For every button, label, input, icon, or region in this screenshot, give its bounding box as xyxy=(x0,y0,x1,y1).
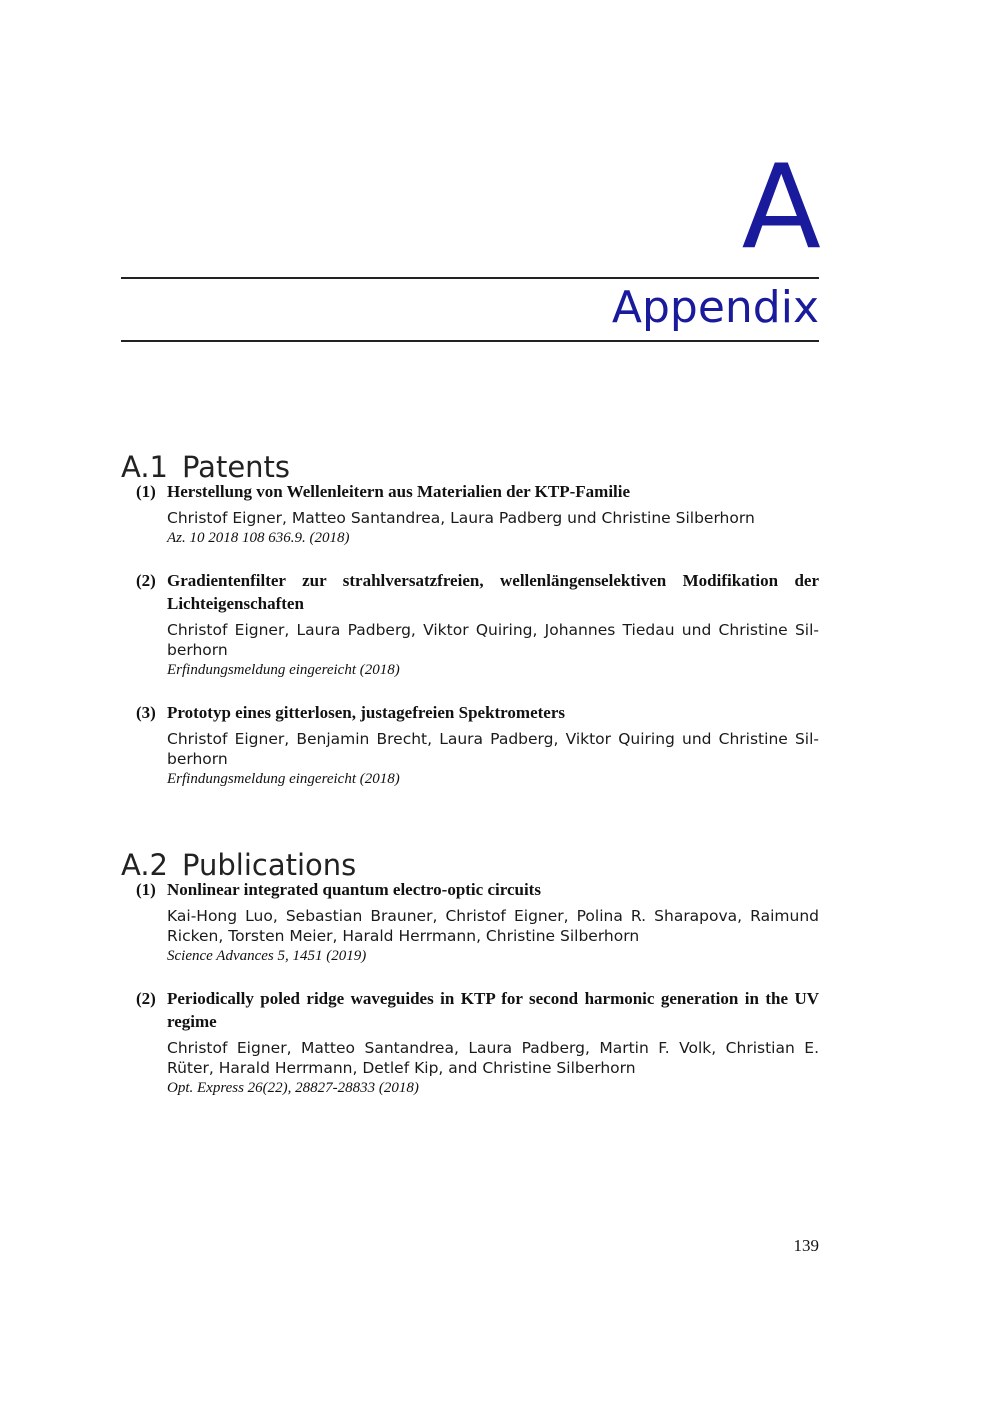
entry-source: Opt. Express 26(22), 28827-28833 (2018) xyxy=(167,1080,419,1096)
entry-title: Periodically poled ridge waveguides in KTP for second harmonic generation in the UV regime xyxy=(167,989,819,1031)
entry-title: Prototyp eines gitterlosen, justagefreien Spektrometers xyxy=(167,703,565,722)
entry-source: Science Advances 5, 1451 (2019) xyxy=(167,948,367,964)
entry-authors: Christof Eigner, Benjamin Brecht, Laura Padberg, Viktor Quiring und Christine Silberhorn xyxy=(167,730,819,768)
chapter-rule-bottom xyxy=(121,340,819,342)
entry-authors: Christof Eigner, Laura Padberg, Viktor Quiring, Johannes Tiedau und Christine Silberhorn xyxy=(167,621,819,659)
entry-number: (1) xyxy=(136,482,156,501)
section-number: A.1 xyxy=(121,450,168,485)
page xyxy=(121,0,819,1414)
entry-number: (2) xyxy=(136,571,156,590)
entry-title: Gradientenfilter zur strahlversatzfreien, wellenlängenselektiven Modifikation der Lichteigenschaften xyxy=(167,571,819,613)
patent-entry xyxy=(121,480,819,548)
section-number: A.2 xyxy=(121,848,168,883)
entry-authors: Christof Eigner, Matteo Santandrea, Laura Padberg, Martin F. Volk, Christian E. Rüter, Harald Herrmann, Detlef Kip, and Christine Silberhorn xyxy=(167,1039,819,1077)
entry-title: Herstellung von Wellenleitern aus Materialien der KTP-Familie xyxy=(167,482,631,501)
entry-authors: Christof Eigner, Matteo Santandrea, Laura Padberg und Christine Silberhorn xyxy=(167,509,755,527)
chapter-letter: A xyxy=(741,140,819,275)
patent-entry xyxy=(121,701,819,789)
entry-source: Az. 10 2018 108 636.9. (2018) xyxy=(167,530,350,546)
publication-entry xyxy=(121,878,819,966)
entry-number: (3) xyxy=(136,703,156,722)
page-number: 139 xyxy=(793,1236,819,1255)
entry-source: Erfindungsmeldung eingereicht (2018) xyxy=(167,662,400,678)
patent-list xyxy=(121,480,819,810)
chapter-title: Appendix xyxy=(611,282,819,333)
publication-list xyxy=(121,878,819,1119)
entry-number: (2) xyxy=(136,989,156,1008)
section-title: Patents xyxy=(182,450,291,485)
entry-title: Nonlinear integrated quantum electro-optic circuits xyxy=(167,880,541,899)
section-title: Publications xyxy=(182,848,357,883)
patent-entry xyxy=(121,569,819,680)
chapter-rule-top xyxy=(121,277,819,279)
entry-authors: Kai-Hong Luo, Sebastian Brauner, Christof Eigner, Polina R. Sharapova, Raimund Ricken, Torsten Meier, Harald Herrmann, Christine Silberhorn xyxy=(167,907,819,945)
entry-source: Erfindungsmeldung eingereicht (2018) xyxy=(167,771,400,787)
entry-number: (1) xyxy=(136,880,156,899)
publication-entry xyxy=(121,987,819,1098)
